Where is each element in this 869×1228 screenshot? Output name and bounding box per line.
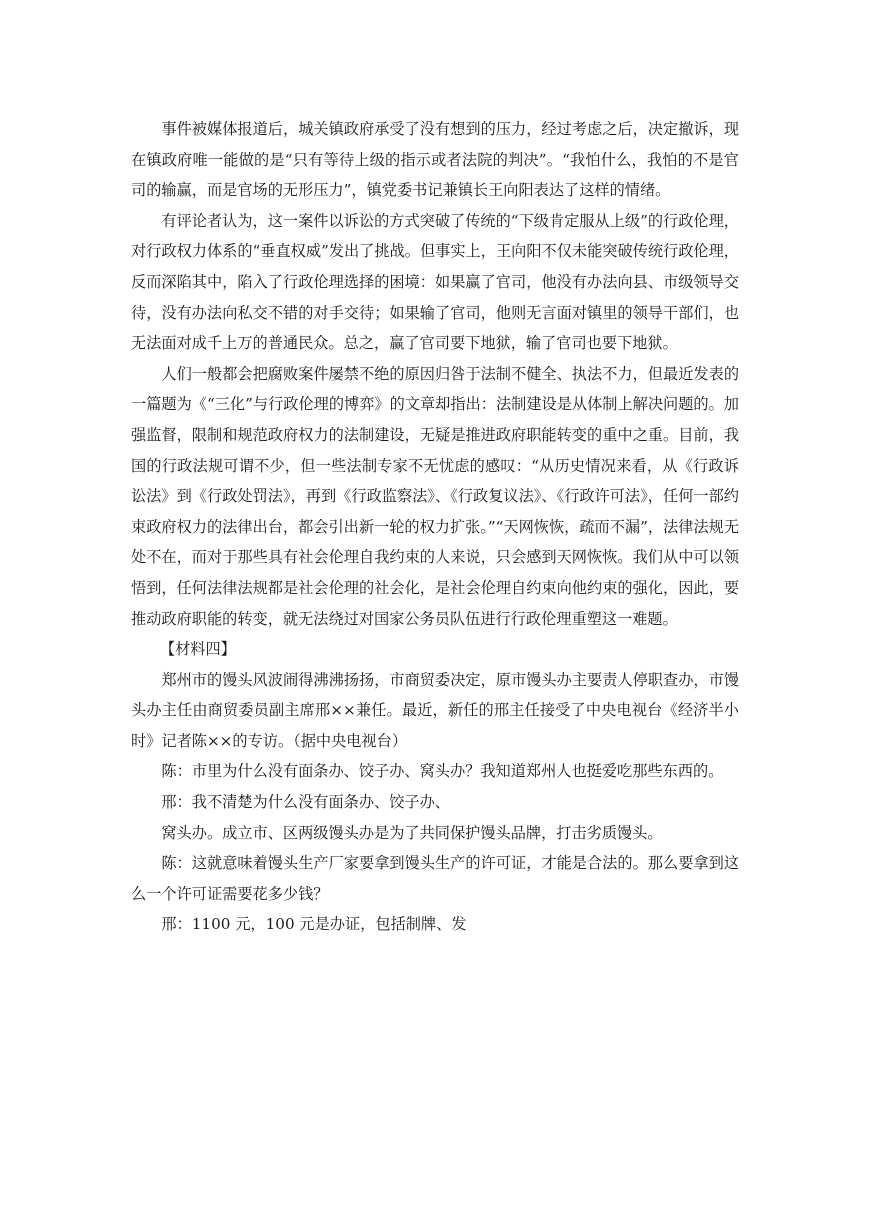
document-body — [131, 114, 739, 940]
paragraph-legal-system: 人们一般都会把腐败案件屡禁不绝的原因归咎于法制不健全、执法不力，但最近发表的一篇题为《“三化”与行政伦理的博弈》的文章却指出：法制建设是从体制上解决问题的。加强监督，限制和规范政府权力的法制建设，无疑是推进政府职能转变的重中之重。目前，我国的行政法规可谓不少，但一些法制专家不无忧虑的感叹：“从历史情况来看，从《行政诉讼法》到《行政处罚法》，再到《行政监察法》、《行政复议法》、《行政许可法》，任何一部约束政府权力的法律出台，都会引出新一轮的权力扩张。”“天网恢恢，疏而不漏”，法律法规无处不在，而对于那些具有社会伦理自我约束的人来说，只会感到天网恢恢。我们从中可以领悟到，任何法律法规都是社会伦理的社会化，是社会伦理自约束向他约束的强化，因此，要推动政府职能的转变，就无法绕过对国家公务员队伍进行行政伦理重塑这一难题。 — [131, 364, 740, 628]
section-heading-material-4: 【材料四】 — [159, 640, 236, 659]
interview-line-xing-2: 邢：1100 元，100 元是办证，包括制牌、发 — [161, 915, 467, 934]
paragraph-withdrawal: 事件被媒体报道后，城关镇政府承受了没有想到的压力，经过考虑之后，决定撤诉，现在镇政府唯一能做的是“只有等待上级的指示或者法院的判决”。“我怕什么，我怕的不是官司的输赢，而是官场的无形压力”，镇党委书记兼镇长王向阳表达了这样的情绪。 — [131, 120, 739, 200]
paragraph-steamed-bun-intro: 郑州市的馒头风波闹得沸沸扬扬，市商贸委决定，原市馒头办主要责人停职查办，市馒头办主任由商贸委员副主席邢××兼任。最近，新任的邢主任接受了中央电视台《经济半小时》记者陈××的专访。（据中央电视台） — [131, 670, 739, 750]
interview-line-xing-1: 邢：我不清楚为什么没有面条办、饺子办、 — [161, 793, 450, 812]
interview-line-xing-1-cont: 窝头办。成立市、区两级馒头办是为了共同保护馒头品牌，打击劣质馒头。 — [161, 823, 663, 842]
interview-line-chen-1: 陈：市里为什么没有面条办、饺子办、窝头办？我知道郑州人也挺爱吃那些东西的。 — [161, 762, 724, 781]
interview-line-chen-2: 陈：这就意味着馒头生产厂家要拿到馒头生产的许可证，才能是合法的。那么要拿到这么一个许可证需要花多少钱？ — [131, 854, 739, 903]
paragraph-commentary: 有评论者认为，这一案件以诉讼的方式突破了传统的“下级肯定服从上级”的行政伦理，对行政权力体系的“垂直权威”发出了挑战。但事实上，王向阳不仅未能突破传统行政伦理，反而深陷其中，陷入了行政伦理选择的困境：如果赢了官司，他没有办法向县、市级领导交待，没有办法向私交不错的对手交待；如果输了官司，他则无言面对镇里的领导干部们，也无法面对成千上万的普通民众。总之，赢了官司要下地狱，输了官司也要下地狱。 — [131, 211, 739, 353]
